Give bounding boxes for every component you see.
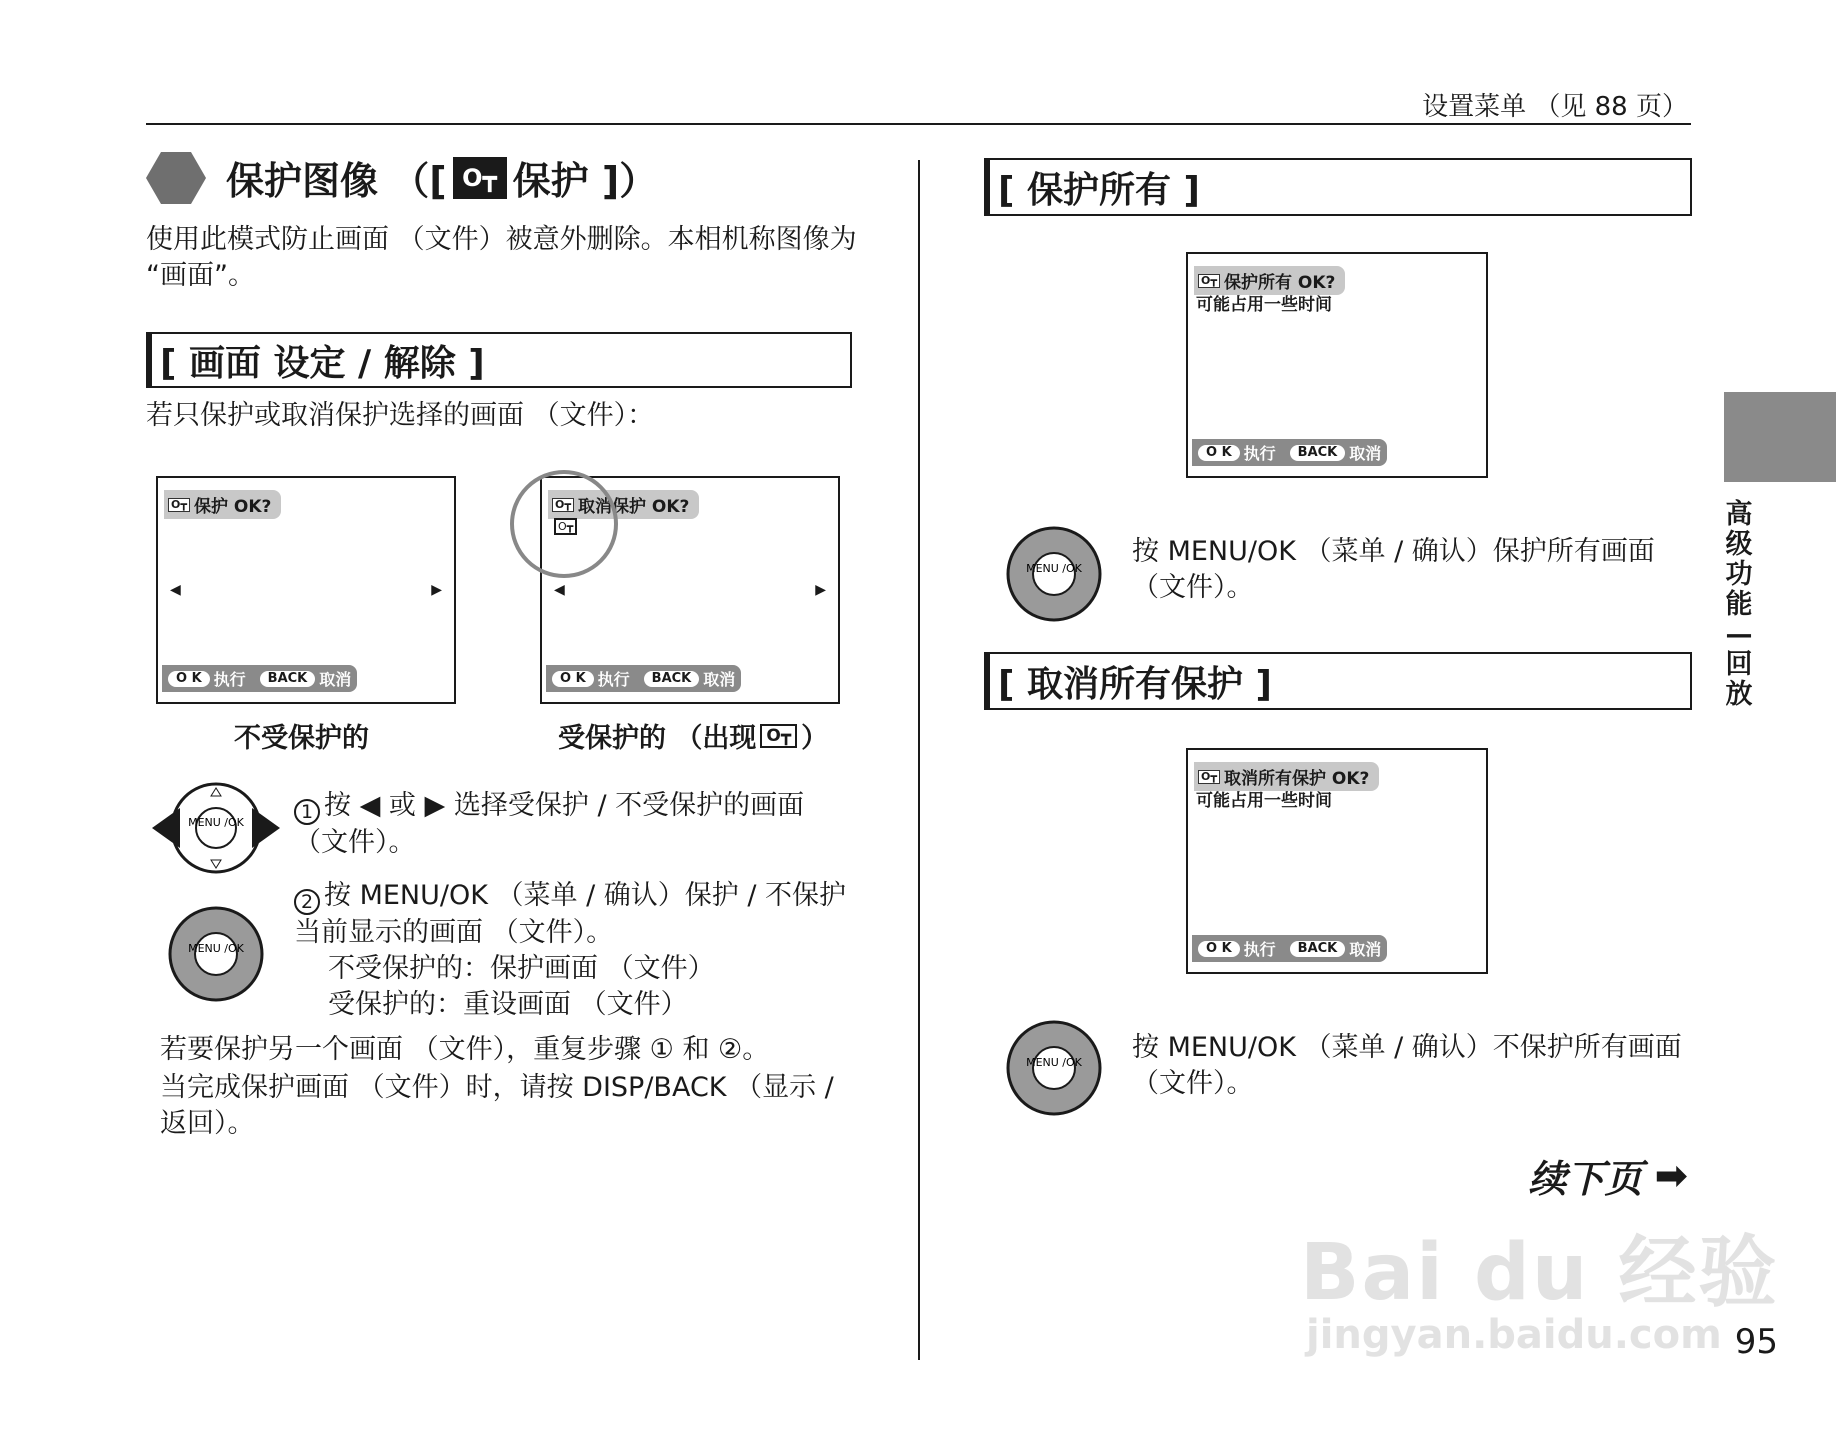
page-number: 95 [1734,1322,1778,1362]
ok-pill: O K [1198,445,1240,461]
dial-label: MENU /OK [188,816,244,829]
protect-all-instruction: 按 MENU/OK （菜单 / 确认）保护所有画面 （文件）。 [1132,536,1655,603]
key-icon: O┳ [168,498,190,512]
lcd-button-bar [1192,439,1387,466]
chapter-label: 高级功能—回放 [1725,499,1753,710]
section3-heading-text: [ 取消所有保护 ] [998,663,1272,705]
key-icon: O┳ [1198,770,1220,784]
unprotect-all-instruction: 按 MENU/OK （菜单 / 确认）不保护所有画面 （文件）。 [1132,1032,1682,1099]
intro-text: 使用此模式防止画面 （文件）被意外删除。本相机称图像为 “画面”。 [146,224,857,291]
step-1 [294,788,864,861]
ok-pill: O K [168,671,210,687]
left-arrow-icon: ◀ [170,582,181,598]
dial-menu-ok-icon [1004,1018,1104,1118]
lcd-message-sub: 可能占用一些时间 [1196,295,1332,315]
chapter-tab [1724,392,1836,482]
lcd-message [164,490,281,519]
column-divider [918,160,920,1360]
lcd-button-bar [1192,935,1387,962]
step-2 [294,878,864,1023]
section-heading-protect-all [984,158,1692,216]
step-2-protected: 受保护的：重设画面 （文件） [328,989,688,1020]
right-arrow-icon: ▶ [431,582,442,598]
section-heading-unprotect-all [984,652,1692,710]
page-title [226,150,657,205]
repeat-note: 若要保护另一个画面 （文件），重复步骤 ① 和 ②。 [160,1034,770,1065]
back-pill: BACK [1290,445,1346,461]
continue-text: 续下页 [1528,1157,1643,1201]
right-arrow-icon: ▶ [815,582,826,598]
back-label: 取消 [1349,940,1382,959]
key-icon: O┳ [552,498,574,512]
ok-label: 执行 [213,670,246,689]
hexagon-bullet-icon [146,152,206,204]
title-prefix: 保护图像 （[ [226,159,447,203]
dial-menu-ok-icon [166,904,266,1004]
lcd-message-text: 取消保护 OK? [578,497,690,517]
section1-heading-text: [ 画面 设定 / 解除 ] [160,342,485,384]
ok-pill: O K [552,671,594,687]
dial-left-right-icon [150,778,282,878]
key-icon: O┳ [453,157,507,199]
key-icon: O┳ [760,724,797,748]
continue-next-page [1528,1148,1688,1203]
lcd-button-bar [162,665,357,692]
dial-label: MENU /OK [188,942,244,955]
section-heading-single [146,332,852,388]
back-pill: BACK [260,671,316,687]
right-arrow-icon: ➡ [1654,1152,1688,1199]
caption-protected-text: 受保护的 （出现 [558,723,757,754]
step-2-text: 按 MENU/OK （菜单 / 确认）保护 / 不保护当前显示的画面 （文件）。 [294,880,847,948]
dial-label: MENU /OK [1026,562,1082,575]
step-1-text: 按 ◀ 或 ▶ 选择受保护 / 不受保护的画面 （文件）。 [294,790,805,858]
back-label: 取消 [703,670,736,689]
ok-label: 执行 [597,670,630,689]
lcd-screen-unprotect-all [1186,748,1488,974]
finish-note: 当完成保护画面 （文件）时，请按 DISP/BACK （显示 / 返回）。 [160,1072,834,1139]
back-pill: BACK [644,671,700,687]
header-rule [146,123,1691,125]
lcd-button-bar [546,665,741,692]
header-reference: 设置菜单 （见 88 页） [1422,92,1688,122]
ok-label: 执行 [1243,444,1276,463]
lcd-screen-protect-all [1186,252,1488,478]
back-pill: BACK [1290,941,1346,957]
protected-key-icon: O┳ [554,518,577,535]
title-suffix: 保护 ]） [512,159,658,203]
section1-desc: 若只保护或取消保护选择的画面 （文件）： [146,400,655,431]
ok-label: 执行 [1243,940,1276,959]
caption-unprotected: 不受保护的 [234,723,369,754]
lcd-screen-unprotected [156,476,456,704]
caption-protected [558,716,828,755]
lcd-message-sub: 可能占用一些时间 [1196,791,1332,811]
caption-protected-end: ） [801,723,829,754]
ok-pill: O K [1198,941,1240,957]
back-label: 取消 [319,670,352,689]
step-number: 1 [294,799,320,825]
step-number: 2 [294,889,320,915]
watermark-url: jingyan.baidu.com [1306,1312,1722,1358]
dial-label: MENU /OK [1026,1056,1082,1069]
left-arrow-icon: ◀ [554,582,565,598]
watermark-logo: Bai du 经验 [1300,1228,1779,1318]
back-label: 取消 [1349,444,1382,463]
key-icon: O┳ [1198,274,1220,288]
lcd-message-text: 取消所有保护 OK? [1224,769,1370,789]
dial-menu-ok-icon [1004,524,1104,624]
step-2-unprotected: 不受保护的：保护画面 （文件） [328,953,715,984]
lcd-message-text: 保护 OK? [194,497,272,517]
section2-heading-text: [ 保护所有 ] [998,169,1200,211]
lcd-message-text: 保护所有 OK? [1224,273,1336,293]
highlight-circle [510,470,618,578]
